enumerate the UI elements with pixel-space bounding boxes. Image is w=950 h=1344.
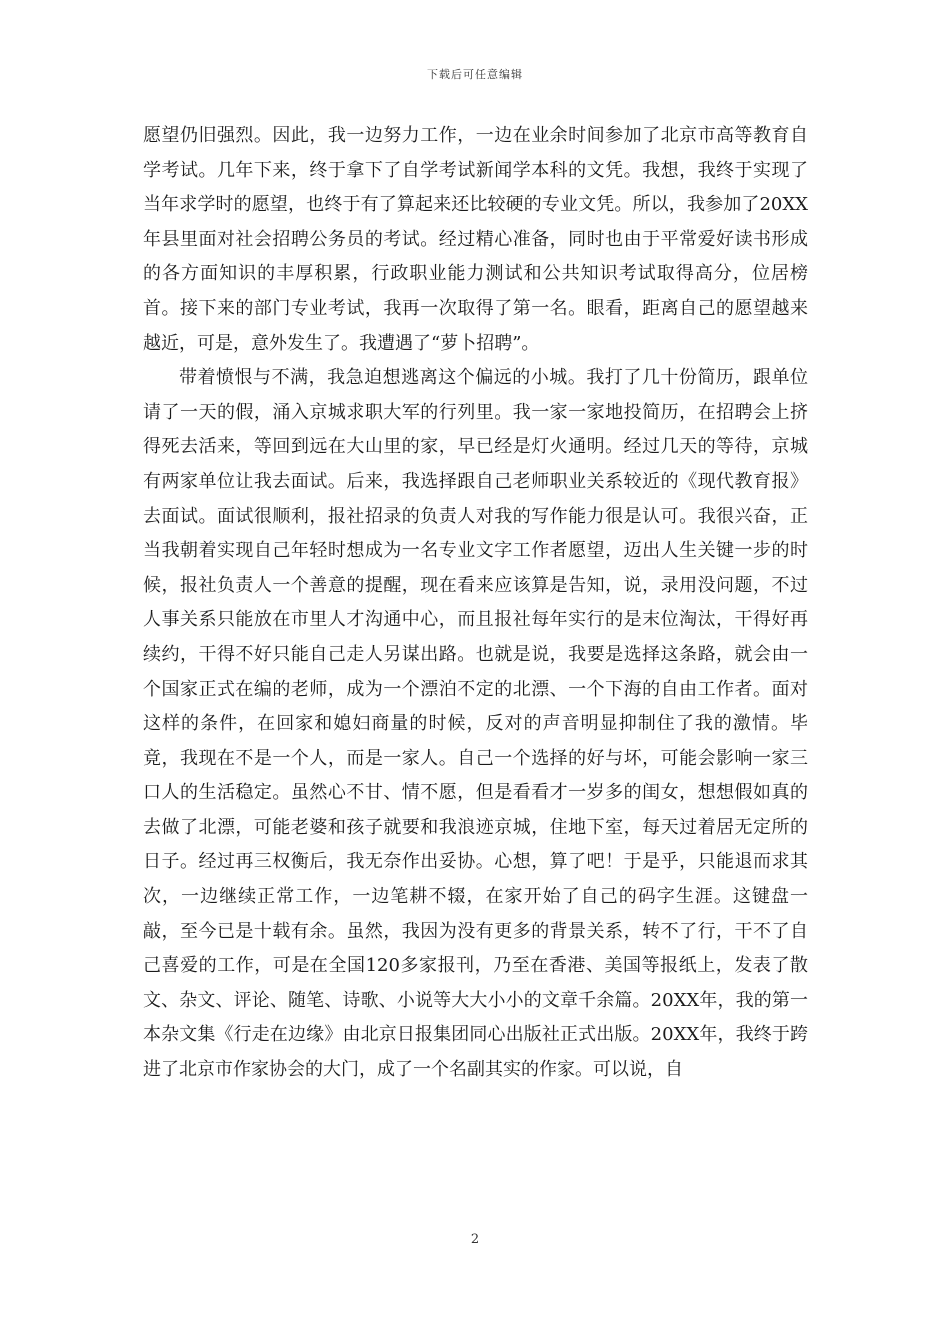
paragraph-1: 愿望仍旧强烈。因此，我一边努力工作，一边在业余时间参加了北京市高等教育自学考试。几年下来，终于拿下了自学考试新闻学本科的文凭。我想，我终于实现了当年求学时的愿望，也终于有了算起来还比较硬的专业文凭。所以，我参加了20XX年县里面对社会招聘公务员的考试。经过精心准备，同时也由于平常爱好读书形成的各方面知识的丰厚积累，行政职业能力测试和公共知识考试取得高分，位居榜首。接下来的部门专业考试，我再一次取得了第一名。眼看，距离自己的愿望越来越近，可是，意外发生了。我遭遇了“萝卜招聘”。: [143, 125, 808, 354]
body-text: [143, 119, 808, 1088]
page-header: 下载后可任意编辑: [427, 68, 523, 81]
page-number: 2: [470, 1232, 480, 1247]
paragraph-2: 带着愤恨与不满，我急迫想逃离这个偏远的小城。我打了几十份简历，跟单位请了一天的假，涌入京城求职大军的行列里。我一家一家地投简历，在招聘会上挤得死去活来，等回到远在大山里的家，早已经是灯火通明。经过几天的等待，京城有两家单位让我去面试。后来，我选择跟自己老师职业关系较近的《现代教育报》去面试。面试很顺利，报社招录的负责人对我的写作能力很是认可。我很兴奋，正当我朝着实现自己年轻时想成为一名专业文字工作者愿望，迈出人生关键一步的时候，报社负责人一个善意的提醒，现在看来应该算是告知，说，录用没问题，不过人事关系只能放在市里人才沟通中心，而且报社每年实行的是末位淘汰，干得好再续约，干得不好只能自己走人另谋出路。也就是说，我要是选择这条路，就会由一个国家正式在编的老师，成为一个漂泊不定的北漂、一个下海的自由工作者。面对这样的条件，在回家和媳妇商量的时候，反对的声音明显抑制住了我的激情。毕竟，我现在不是一个人，而是一家人。自己一个选择的好与坏，可能会影响一家三口人的生活稳定。虽然心不甘、情不愿，但是看看才一岁多的闺女，想想假如真的去做了北漂，可能老婆和孩子就要和我浪迹京城，住地下室，每天过着居无定所的日子。经过再三权衡后，我无奈作出妥协。心想，算了吧！于是乎，只能退而求其次，一边继续正常工作，一边笔耕不辍，在家开始了自己的码字生涯。这键盘一敲，至今已是十载有余。虽然，我因为没有更多的背景关系，转不了行，干不了自己喜爱的工作，可是在全国120多家报刊，乃至在香港、美国等报纸上，发表了散文、杂文、评论、随笔、诗歌、小说等大大小小的文章千余篇。20XX年，我的第一本杂文集《行走在边缘》由北京日报集团同心出版社正式出版。20XX年，我终于跨进了北京市作家协会的大门，成了一个名副其实的作家。可以说，自: [143, 367, 808, 1081]
